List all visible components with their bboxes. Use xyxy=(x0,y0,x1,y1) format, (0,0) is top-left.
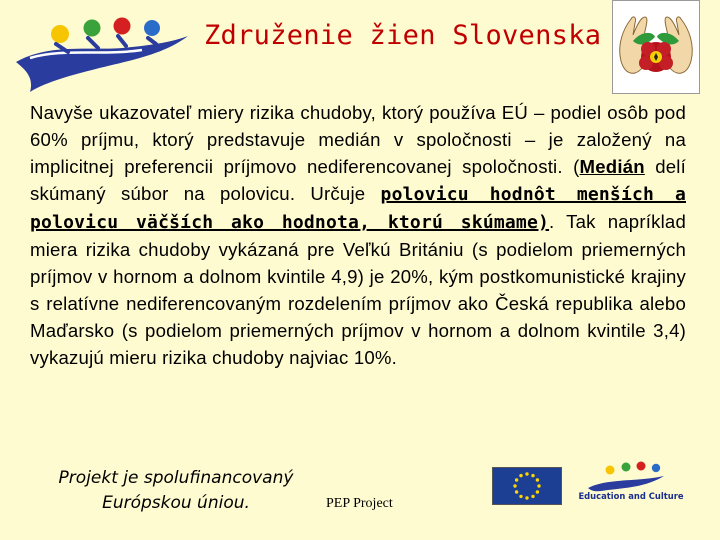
education-culture-label: Education and Culture xyxy=(578,491,684,501)
paragraph-text: Navyše ukazovateľ miery rizika chudoby, ktorý používa EÚ – podiel osôb pod 60% príjmu, ktorý predstavuje medián v spoločnosti – je založený na implicitnej preferencii príjmovo nediferencovanej spoločnosti. ( xyxy=(30,102,686,177)
logo-dot-green xyxy=(84,20,101,37)
logo-dot-red xyxy=(114,18,131,35)
logo-swoosh xyxy=(16,36,188,92)
pep-project-label: PEP Project xyxy=(326,496,393,511)
logo-dot-blue xyxy=(144,20,160,36)
page-title: Združenie žien Slovenska xyxy=(204,20,602,51)
emphasized-definition: polovicu hodnôt menších a polovicu väčších ako hodnota, ktorú skúmame) xyxy=(30,184,686,233)
funding-note xyxy=(46,466,306,516)
main-paragraph xyxy=(30,99,686,371)
funding-line-1: Projekt je spolufinancovaný xyxy=(58,468,294,488)
project-logo xyxy=(12,12,190,94)
eu-flag-icon xyxy=(492,467,562,505)
paragraph-text: . Tak napríklad miera rizika chudoby vykázaná pre Veľkú Britániu (s podielom priemerných príjmov v hornom a dolnom kvintile 4,9) je 20%, kým postkomunistické krajiny s relatívne nediferencovaným rozdelením príjmov ako Česká republika alebo Maďarsko (s podielom priemerných príjmov v hornom a dolnom kvintile 3,4) vykazujú mieru rizika chudoby najviac 10%. xyxy=(30,211,686,368)
funding-line-2: Európskou úniou. xyxy=(102,493,250,513)
logo-dot-yellow xyxy=(51,25,69,43)
paragraph-text: delí skúmaný súbor na polovicu. Určuje xyxy=(30,156,686,204)
organization-logo xyxy=(612,0,700,94)
median-term: Medián xyxy=(579,156,645,177)
